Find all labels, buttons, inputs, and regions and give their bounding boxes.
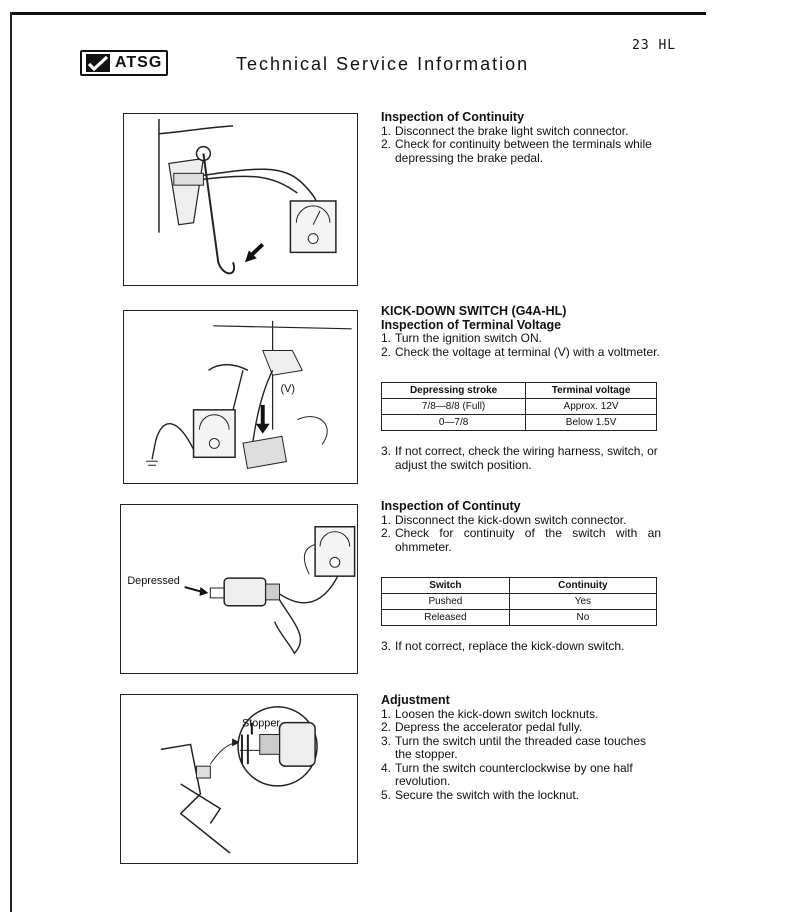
step-text: Secure the switch with the locknut.	[395, 787, 580, 802]
left-border-rule	[10, 12, 12, 912]
step-number: 1.	[381, 123, 392, 138]
list-item	[381, 721, 661, 735]
step-text: Turn the ignition switch ON.	[395, 331, 542, 345]
column-header: Continuity	[509, 578, 656, 594]
list-item	[381, 735, 661, 762]
column-header: Terminal voltage	[526, 383, 657, 399]
table-cell: Approx. 12V	[526, 399, 657, 415]
section-title: KICK-DOWN SWITCH (G4A-HL)	[381, 304, 567, 318]
column-header: Depressing stroke	[382, 383, 526, 399]
atsg-logo	[80, 50, 168, 76]
page-title: Technical Service Information	[236, 54, 530, 74]
table-row	[382, 415, 657, 431]
section-heading: Inspection of Continuity	[381, 110, 525, 124]
adjustment-illustration	[121, 695, 357, 863]
column-header: Switch	[382, 578, 510, 594]
table-header-row	[382, 383, 657, 399]
list-item	[381, 138, 661, 165]
step-number: 4.	[381, 760, 392, 775]
step-text: Disconnect the kick-down switch connector.	[395, 512, 627, 527]
list-item	[381, 445, 661, 472]
table-cell: 0—7/8	[382, 415, 526, 431]
step-text: Turn the switch counterclockwise by one half revolution.	[395, 760, 633, 788]
table-cell: No	[509, 610, 656, 626]
voltage-table-wrap	[381, 382, 657, 431]
step-number: 3.	[381, 733, 392, 748]
table-header-row	[382, 578, 657, 594]
voltage-table	[381, 382, 657, 431]
list-item	[381, 125, 661, 139]
step-number: 3.	[381, 639, 392, 653]
section-adjustment	[381, 694, 661, 802]
step-number: 1.	[381, 706, 392, 721]
section-heading: Adjustment	[381, 693, 450, 707]
continuity-note	[381, 640, 661, 654]
step-text: Loosen the kick-down switch locknuts.	[395, 706, 599, 721]
logo-text: ATSG	[115, 54, 163, 71]
brake-switch-figure	[123, 113, 358, 286]
step-number: 3.	[381, 444, 392, 458]
top-border-rule	[10, 12, 706, 15]
continuity-table-wrap	[381, 577, 657, 626]
section-heading: Inspection of Continuty	[381, 499, 521, 513]
list-item	[381, 789, 661, 803]
list-item	[381, 527, 661, 554]
step-text: Check for continuity between the terminals while depressing the brake pedal.	[395, 137, 652, 165]
terminal-v-label: (V)	[280, 383, 296, 396]
step-text: Turn the switch until the threaded case touches the stopper.	[395, 733, 647, 761]
step-number: 2.	[381, 720, 392, 734]
step-number: 1.	[381, 512, 392, 527]
table-cell: Below 1.5V	[526, 415, 657, 431]
table-cell: Pushed	[382, 594, 510, 610]
step-text: Check the voltage at terminal (V) with a voltmeter.	[395, 344, 660, 359]
page-number: 23 HL	[632, 38, 677, 53]
step-number: 1.	[381, 331, 392, 345]
table-row	[382, 610, 657, 626]
list-item	[381, 708, 661, 722]
stopper-label: Stopper	[241, 717, 281, 730]
list-item	[381, 762, 661, 789]
step-text: Disconnect the brake light switch connector.	[395, 123, 629, 138]
kickdown-continuity-illustration	[121, 505, 357, 673]
depressed-label: Depressed	[127, 575, 180, 588]
voltage-note	[381, 445, 661, 472]
table-cell: Yes	[509, 594, 656, 610]
section-heading: Inspection of Terminal Voltage	[381, 317, 562, 332]
brake-pedal-illustration	[124, 114, 357, 285]
list-item	[381, 514, 661, 528]
step-text: If not correct, replace the kick-down switch.	[395, 639, 625, 653]
section-kickdown-voltage	[381, 305, 661, 359]
table-row	[382, 594, 657, 610]
kickdown-continuity-figure	[120, 504, 358, 674]
step-text: Depress the accelerator pedal fully.	[395, 720, 583, 734]
step-text: Check for continuity of the switch with an ohmmeter.	[395, 526, 661, 554]
table-cell: 7/8—8/8 (Full)	[382, 399, 526, 415]
step-number: 2.	[381, 137, 392, 151]
list-item	[381, 332, 661, 346]
step-text: If not correct, check the wiring harness, switch, or adjust the switch position.	[395, 444, 658, 472]
list-item	[381, 640, 661, 654]
checkmark-logo-icon	[85, 53, 111, 73]
kickdown-voltage-figure	[123, 310, 358, 484]
step-number: 5.	[381, 787, 392, 802]
continuity-table	[381, 577, 657, 626]
section-kickdown-continuity	[381, 500, 661, 554]
kickdown-voltage-illustration	[124, 311, 357, 483]
list-item	[381, 346, 661, 360]
section-brake-continuity	[381, 111, 661, 165]
step-number: 2.	[381, 344, 392, 359]
table-row	[382, 399, 657, 415]
table-cell: Released	[382, 610, 510, 626]
adjustment-figure	[120, 694, 358, 864]
step-number: 2.	[381, 526, 392, 540]
